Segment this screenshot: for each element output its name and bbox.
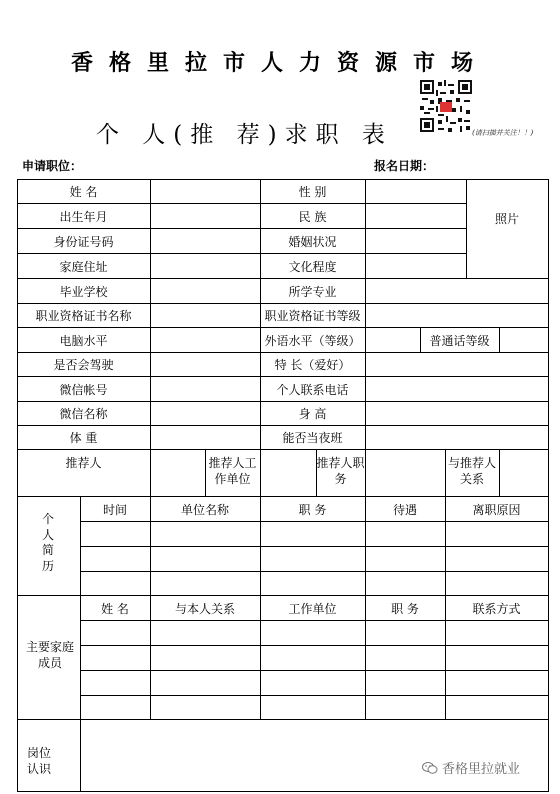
post-understanding-label: 岗位认识 (26, 746, 51, 776)
marital-label: 婚姻状况 (288, 235, 337, 249)
resume-header-time: 时间 (102, 503, 127, 517)
gender-label: 性 别 (298, 185, 327, 199)
cert-level-label: 职业资格证书等级 (264, 309, 361, 323)
apply-date-label: 报名日期： (374, 159, 435, 173)
foreign-label: 外语水平（等级） (264, 334, 361, 348)
birth-label: 出生年月 (59, 210, 108, 224)
computer-label: 电脑水平 (59, 334, 108, 348)
family-section-label: 主要家庭成员 (25, 640, 74, 670)
wechat-id-label: 微信帐号 (59, 383, 108, 397)
wechat-name-label: 微信名称 (59, 407, 108, 421)
resume-header-position: 职 务 (298, 503, 327, 517)
family-header-relation: 与本人关系 (174, 602, 235, 616)
ethnicity-label: 民 族 (298, 210, 327, 224)
family-header-workplace: 工作单位 (288, 602, 337, 616)
family-header-name: 姓 名 (101, 602, 129, 616)
name-label: 姓 名 (69, 185, 98, 199)
weight-label: 体 重 (69, 431, 98, 445)
family-header-position: 职 务 (391, 602, 419, 616)
photo-label: 照片 (494, 212, 519, 226)
referrer-unit-label: 推荐人工作单位 (208, 456, 257, 486)
school-label: 毕业学校 (59, 285, 108, 299)
resume-header-unit: 单位名称 (180, 503, 229, 517)
education-label: 文化程度 (288, 260, 337, 274)
phone-label: 个人联系电话 (276, 383, 349, 397)
specialty-label: 特 长（爱好） (274, 358, 351, 372)
watermark-text: 香格里拉就业 (442, 762, 521, 777)
wechat-icon (422, 761, 438, 775)
resume-section-label: 个人简历 (41, 512, 54, 573)
family-header-contact: 联系方式 (472, 602, 521, 616)
major-label: 所学专业 (288, 285, 337, 299)
cert-name-label: 职业资格证书名称 (35, 309, 132, 323)
driving-label: 是否会驾驶 (53, 358, 114, 372)
resume-header-pay: 待遇 (392, 503, 417, 517)
watermark (422, 758, 520, 777)
apply-position-label: 申请职位： (22, 159, 83, 173)
page-title: 香格里拉市人力资源市场 (70, 50, 489, 76)
form-subtitle: 个 人(推 荐)求职 表 (96, 122, 393, 148)
height-label: 身 高 (298, 407, 327, 421)
night-shift-label: 能否当夜班 (282, 431, 343, 445)
resume-header-reason: 离职原因 (472, 503, 521, 517)
referrer-relation-label: 与推荐人关系 (447, 456, 496, 486)
id-number-label: 身份证号码 (53, 235, 114, 249)
mandarin-label: 普通话等级 (429, 334, 490, 348)
address-label: 家庭住址 (59, 260, 108, 274)
referrer-label: 推荐人 (65, 456, 102, 470)
referrer-job-label: 推荐人职务 (316, 456, 365, 486)
qr-note: (请扫描并关注！！) (472, 129, 534, 137)
